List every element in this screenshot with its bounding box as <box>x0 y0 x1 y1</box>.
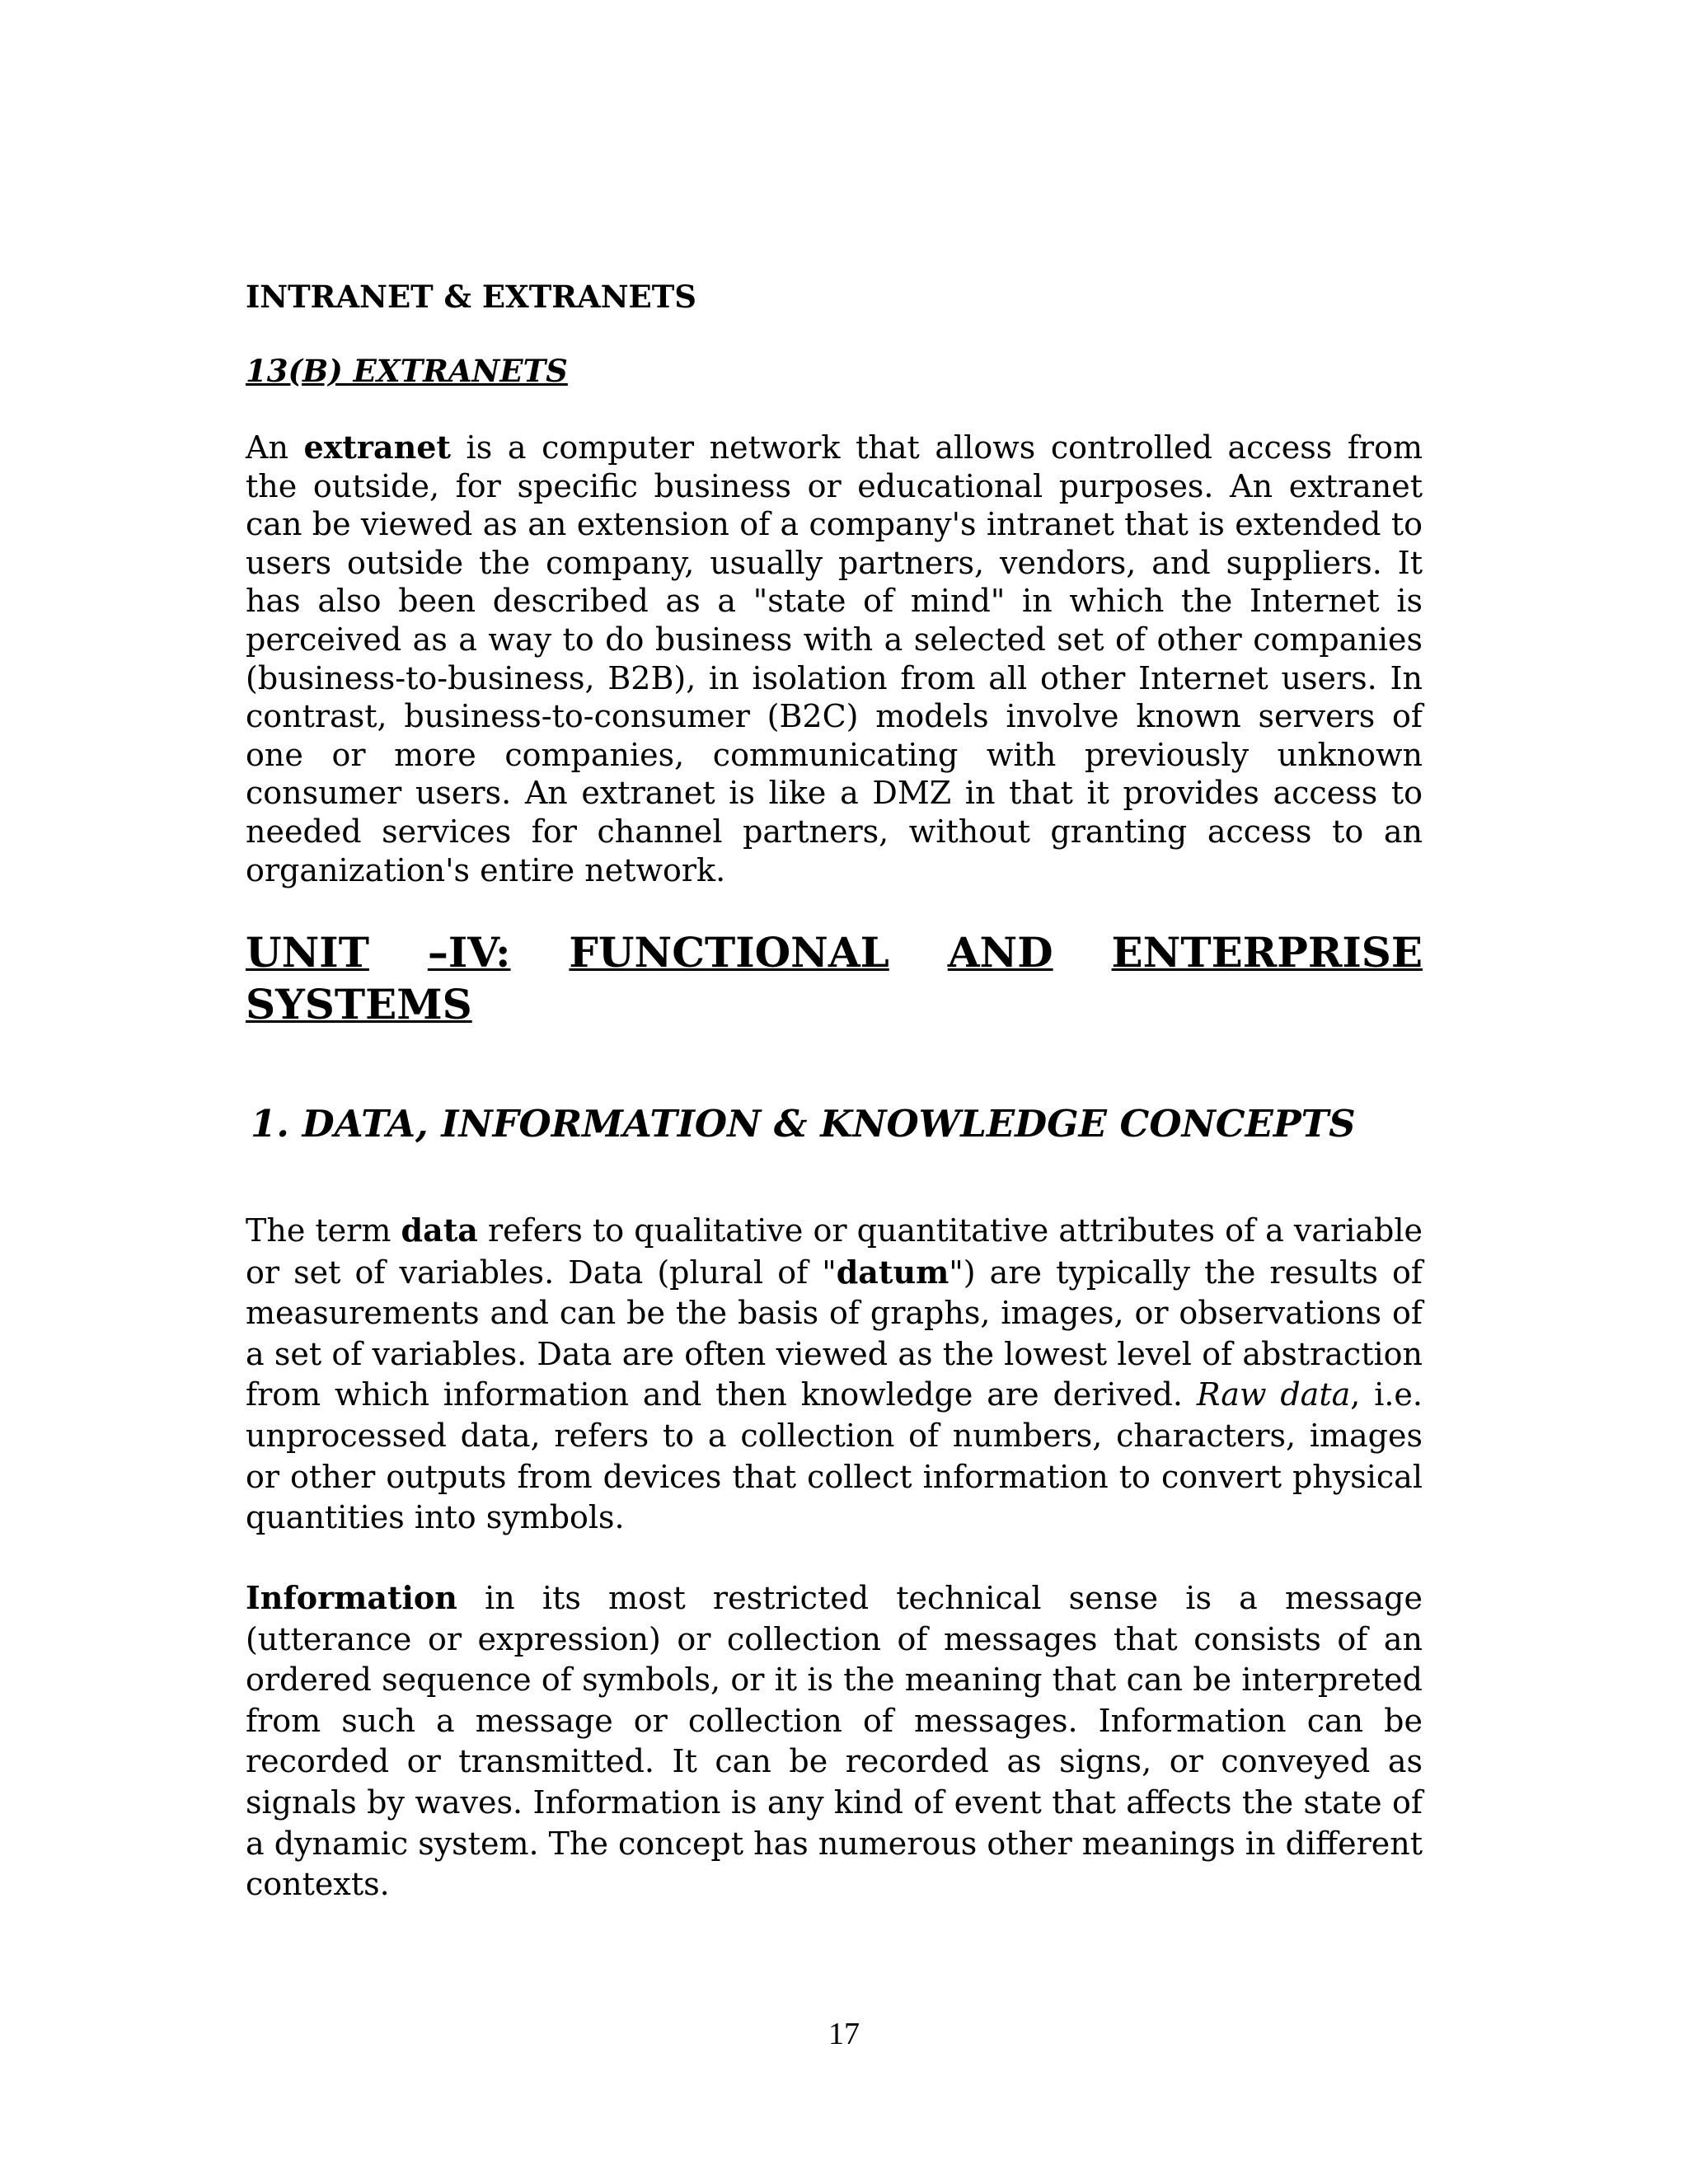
concept-heading: 1. DATA, INFORMATION & KNOWLEDGE CONCEPTS <box>251 1102 1356 1146</box>
unit-heading-line-1 <box>246 926 1423 978</box>
data-body-1: refers to qualitative or quantitative attributes of a variable or set of variables. Data (plural of " <box>246 1212 1423 1291</box>
data-term: data <box>401 1212 478 1249</box>
data-lead: The term <box>246 1212 401 1249</box>
extranet-paragraph <box>246 429 1423 889</box>
information-body: in its most restricted technical sense is a message (utterance or expression) or collection of messages that consists of an ordered sequence of symbols, or it is the meaning that can be interpreted from such a message or collection of messages. Information can be recorded or transmitted. It can be recorded as signs, or conveyed as signals by waves. Information is any kind of event that affects the state of a dynamic system. The concept has numerous other meanings in different contexts. <box>246 1580 1423 1903</box>
unit-word: FUNCTIONAL <box>569 928 889 977</box>
extranet-body: is a computer network that allows controlled access from the outside, for specific business or educational purposes. An extranet can be viewed as an extension of a company's intranet that is extended to users outside the company, usually partners, vendors, and suppliers. It has also been described as a "state of mind" in which the Internet is perceived as a way to do business with a selected set of other companies (business-to-business, B2B), in isolation from all other Internet users. In contrast, business-to-consumer (B2C) models involve known servers of one or more companies, communicating with previously unknown consumer users. An extranet is like a DMZ in that it provides access to needed services for channel partners, without granting access to an organization's entire network. <box>246 429 1423 888</box>
unit-word: ENTERPRISE <box>1111 928 1423 977</box>
data-body-3: , i.e. unprocessed data, refers to a collection of numbers, characters, images or other outputs from devices that collect information to convert physical quantities into symbols. <box>246 1376 1423 1536</box>
unit-word: UNIT <box>246 928 369 977</box>
section-heading: INTRANET & EXTRANETS <box>246 279 697 315</box>
data-paragraph <box>246 1210 1423 1539</box>
datum-term: datum <box>836 1253 950 1291</box>
unit-word: –IV: <box>427 928 511 977</box>
unit-heading-line-2: SYSTEMS <box>246 980 472 1029</box>
extranet-term: extranet <box>303 429 451 466</box>
information-paragraph <box>246 1577 1423 1905</box>
data-body-2: ") are typically the results of measurements and can be the basis of graphs, images, or observations of a set of variables. Data are often viewed as the lowest level of abstraction from which information and then knowledge are derived. <box>246 1254 1423 1413</box>
extranet-lead: An <box>246 429 304 466</box>
information-term: Information <box>246 1579 457 1616</box>
page-number: 17 <box>828 2017 860 2051</box>
subsection-heading: 13(B) EXTRANETS <box>246 353 568 389</box>
unit-heading <box>246 926 1474 1030</box>
unit-word: AND <box>947 928 1053 977</box>
raw-data-term: Raw data <box>1196 1376 1351 1413</box>
